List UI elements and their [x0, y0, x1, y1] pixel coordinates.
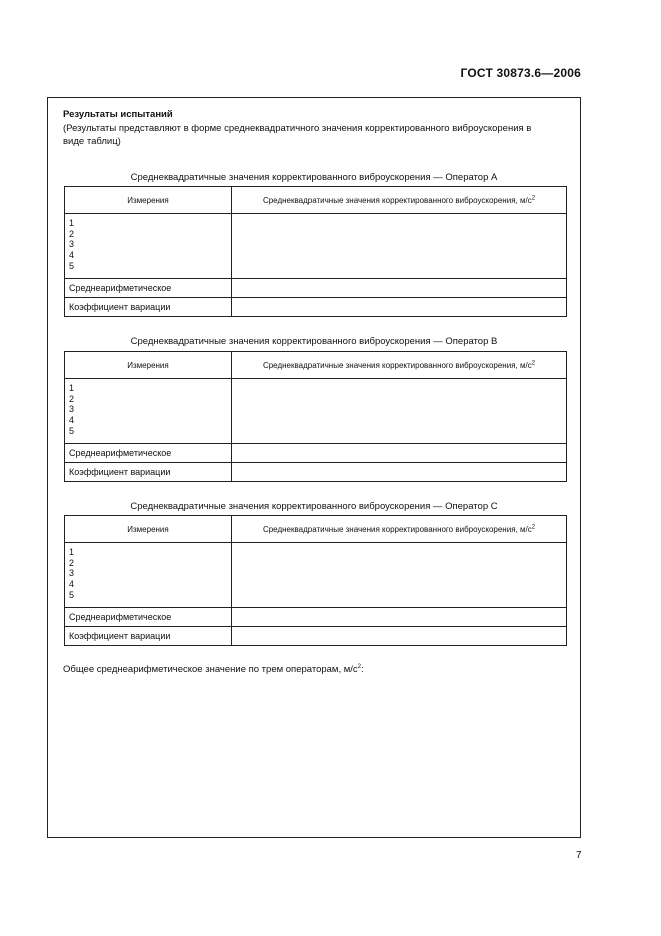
cv-value-cell: [232, 298, 567, 317]
cv-label: Коэффициент вариации: [65, 298, 232, 317]
measurement-number: 4: [69, 250, 75, 261]
measurement-number: 1: [69, 383, 75, 393]
table-header-row: [65, 516, 567, 543]
measurement-values-cell: [232, 214, 567, 279]
measurements-header: Измерения: [65, 516, 232, 543]
values-header-text: Среднеквадратичные значения корректированного виброускорения, м/с: [262, 524, 532, 534]
mean-row: [65, 608, 567, 627]
measurement-number: 4: [69, 579, 75, 590]
overall-mean-text: Общее среднеарифметическое значение по трем операторам, м/с: [63, 664, 358, 675]
cv-value-cell: [232, 463, 567, 482]
cv-label: Коэффициент вариации: [65, 463, 232, 482]
mean-value-cell: [232, 444, 567, 463]
mean-label: Среднеарифметическое: [65, 444, 232, 463]
overall-mean-colon: :: [361, 664, 364, 675]
results-note: [63, 123, 568, 148]
measurement-rows: [65, 214, 567, 279]
table-header-row: [65, 187, 567, 214]
cv-row: [65, 298, 567, 317]
mean-label: Среднеарифметическое: [65, 279, 232, 298]
unit-superscript: 2: [531, 359, 536, 366]
mean-label: Среднеарифметическое: [65, 608, 232, 627]
measurement-number: 3: [69, 404, 75, 415]
cv-label: Коэффициент вариации: [65, 627, 232, 646]
measurement-number: 2: [69, 228, 75, 239]
results-table-operator-a: [64, 186, 567, 317]
measurement-numbers: [65, 379, 232, 444]
overall-mean-superscript: 2: [357, 663, 362, 670]
values-header-text: Среднеквадратичные значения корректированного виброускорения, м/с: [262, 360, 532, 370]
measurements-header: Измерения: [65, 352, 232, 379]
mean-row: [65, 279, 567, 298]
table-header-row: [65, 352, 567, 379]
values-header: [232, 352, 567, 379]
measurement-number: 5: [69, 425, 75, 436]
measurement-number: 3: [69, 239, 75, 250]
results-title: Результаты испытаний: [63, 109, 173, 120]
measurement-numbers: [65, 543, 232, 608]
values-header-text: Среднеквадратичные значения корректированного виброускорения, м/с: [262, 195, 532, 205]
table-caption-operator-c: Среднеквадратичные значения корректированного виброускорения — Оператор С: [130, 501, 498, 512]
measurement-number: 2: [69, 393, 75, 404]
results-note-line1: (Результаты представляют в форме среднеквадратичного значения корректированного виброускорения в: [63, 123, 532, 134]
measurement-number: 3: [69, 568, 75, 579]
mean-value-cell: [232, 279, 567, 298]
results-frame: [47, 97, 581, 838]
values-header: [232, 187, 567, 214]
results-table-operator-c: [64, 515, 567, 646]
measurement-rows: [65, 379, 567, 444]
standard-number: ГОСТ 30873.6—2006: [460, 66, 581, 80]
table-caption-operator-a: Среднеквадратичные значения корректированного виброускорения — Оператор А: [130, 172, 498, 183]
measurement-number: 1: [69, 547, 75, 557]
unit-superscript: 2: [531, 194, 536, 201]
mean-value-cell: [232, 608, 567, 627]
measurement-number: 1: [69, 218, 75, 228]
measurement-number: 4: [69, 415, 75, 426]
unit-superscript: 2: [531, 523, 536, 530]
results-table-operator-b: [64, 351, 567, 482]
measurement-number: 5: [69, 260, 75, 271]
measurement-number: 5: [69, 589, 75, 600]
page-number: 7: [576, 850, 582, 861]
measurement-numbers: [65, 214, 232, 279]
measurement-values-cell: [232, 379, 567, 444]
table-caption-operator-b: Среднеквадратичные значения корректированного виброускорения — Оператор В: [130, 336, 498, 347]
values-header: [232, 516, 567, 543]
mean-row: [65, 444, 567, 463]
measurement-values-cell: [232, 543, 567, 608]
cv-row: [65, 627, 567, 646]
measurements-header: Измерения: [65, 187, 232, 214]
measurement-number: 2: [69, 557, 75, 568]
cv-row: [65, 463, 567, 482]
overall-mean-label: [63, 664, 364, 675]
cv-value-cell: [232, 627, 567, 646]
measurement-rows: [65, 543, 567, 608]
results-note-line2: виде таблиц): [63, 135, 121, 147]
